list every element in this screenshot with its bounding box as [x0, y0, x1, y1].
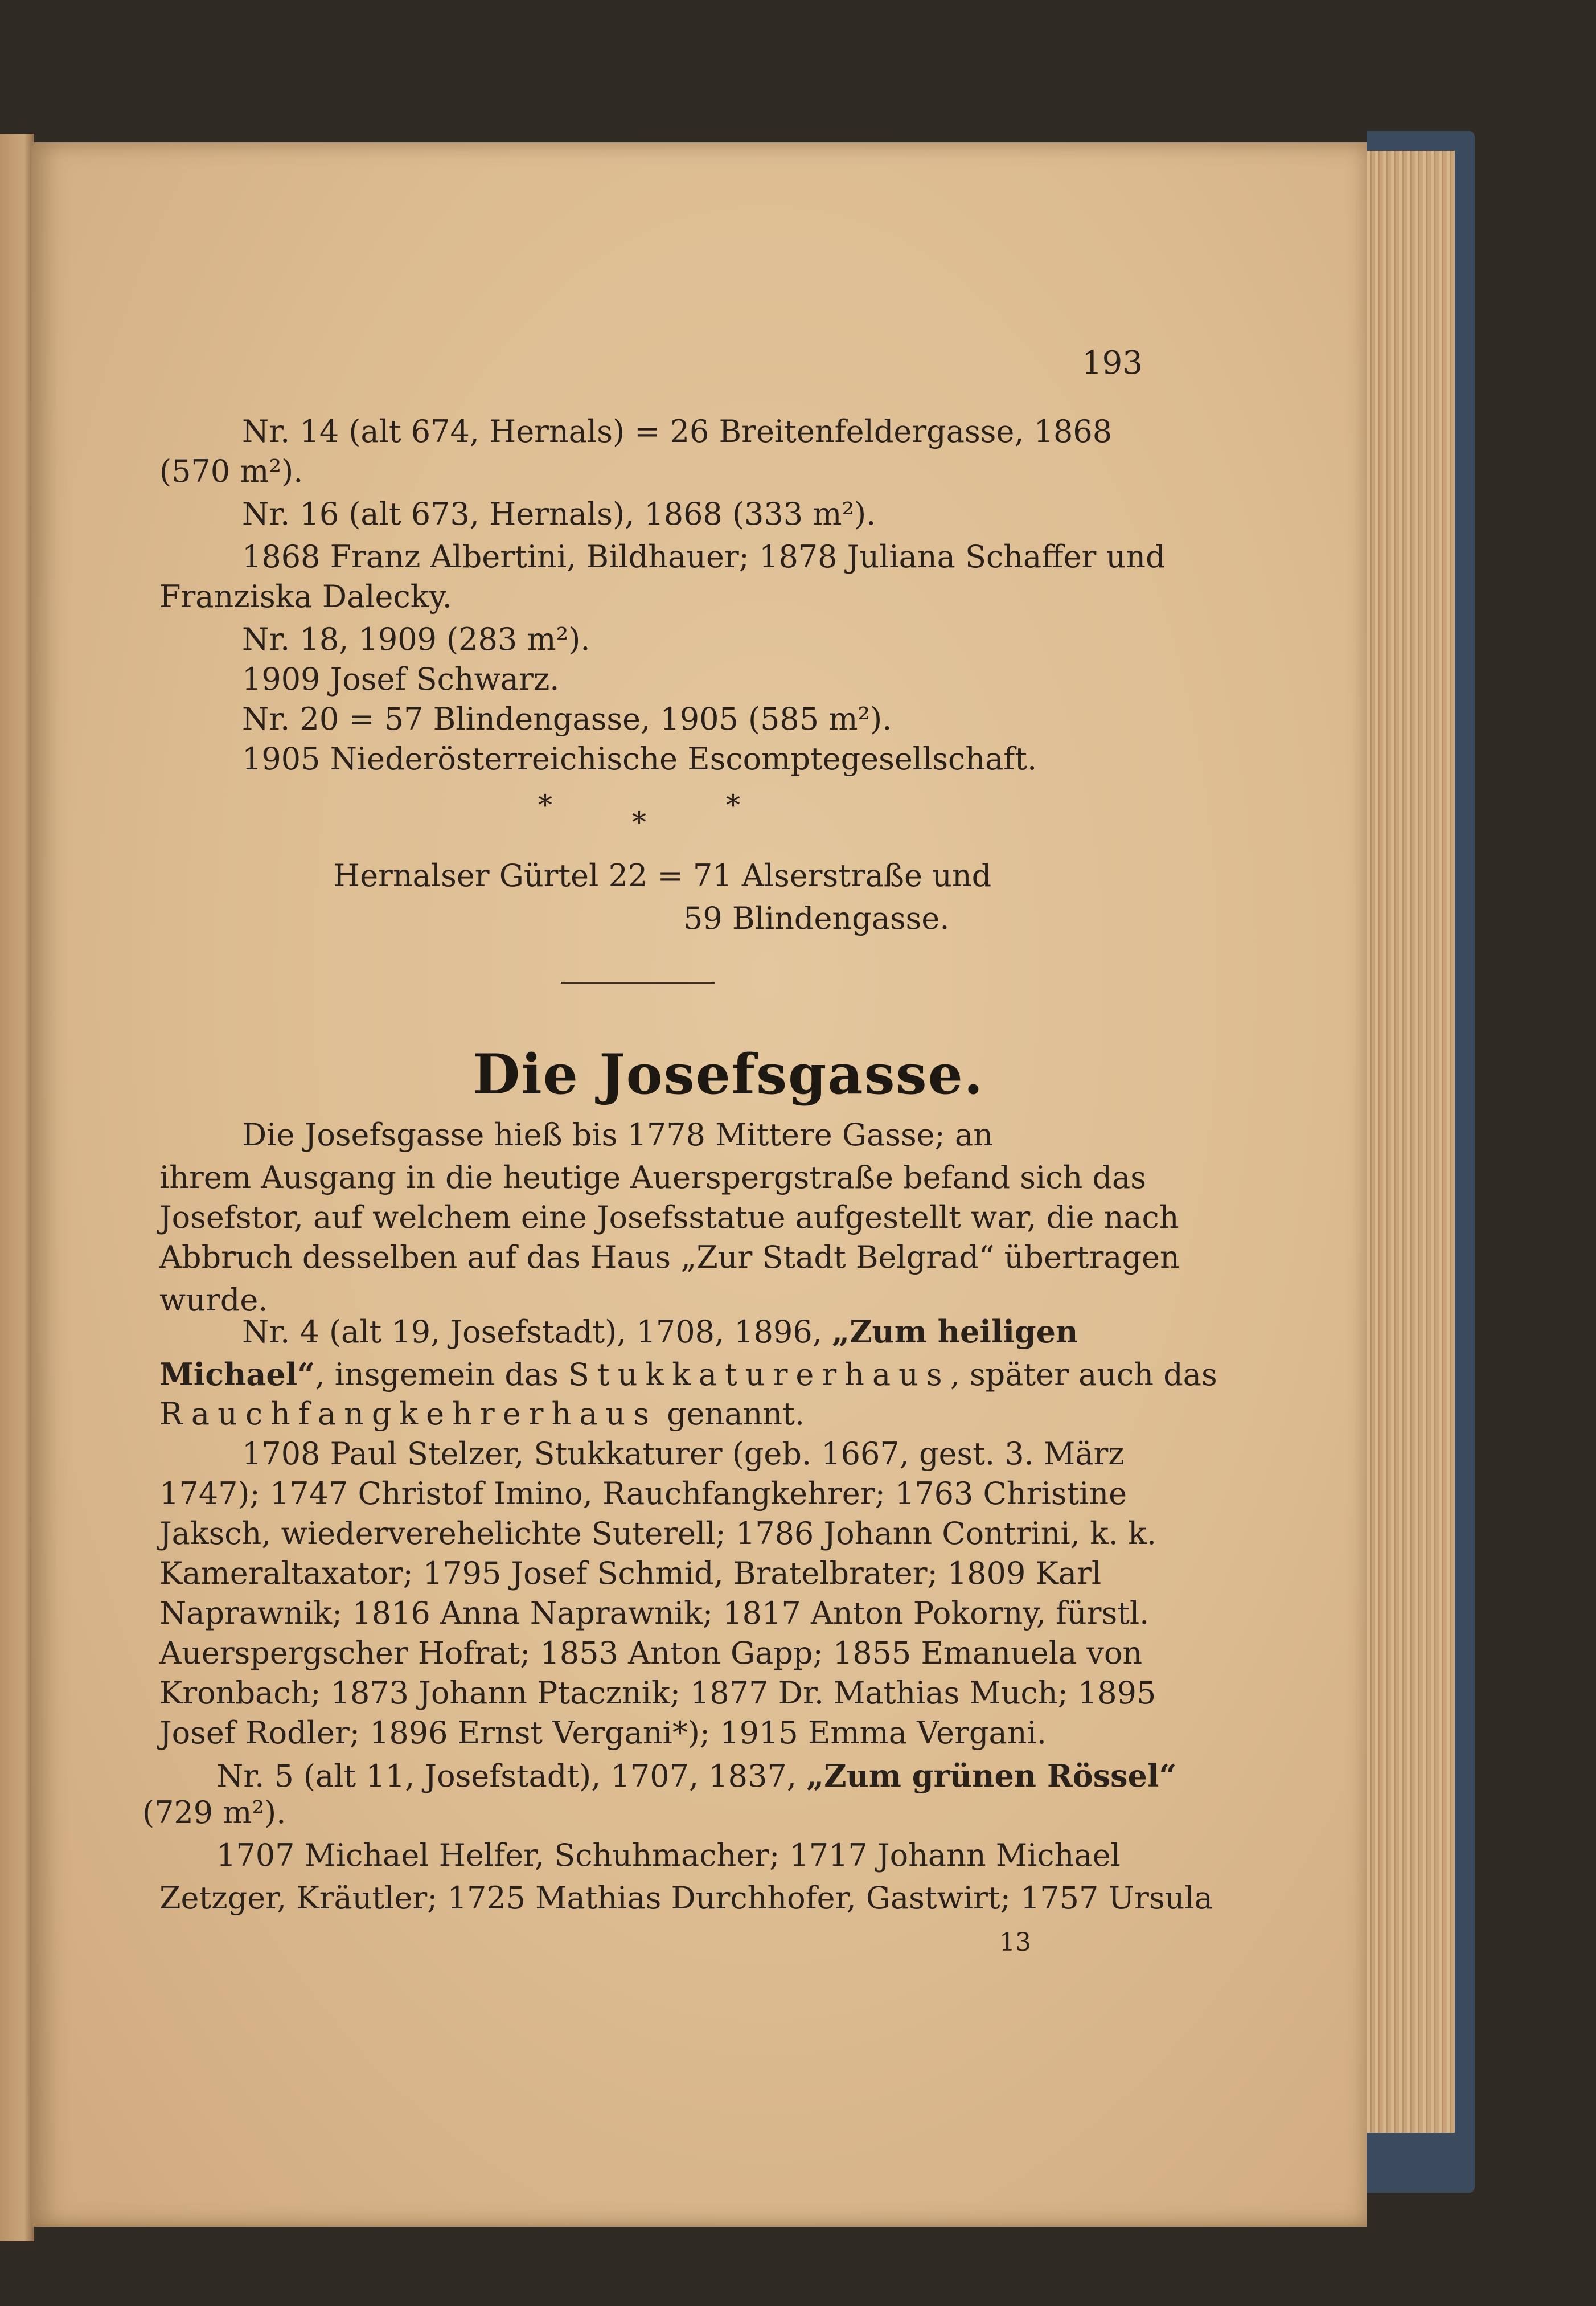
entry-line: Nr. 14 (alt 674, Hernals) = 26 Breitenfeldergasse, 1868 — [242, 413, 1113, 449]
owner-line: 1747); 1747 Christof Imino, Rauchfangkehrer; 1763 Christine — [159, 1476, 1127, 1512]
intro-line: Die Josefsgasse hieß bis 1778 Mittere Gasse; an — [242, 1117, 993, 1153]
entry-line: (570 m²). — [159, 453, 303, 489]
house-name: Michael“ — [159, 1356, 315, 1392]
house-heading-text: , insgemein das — [315, 1357, 568, 1392]
house-alias: Rauchfangkehrerhaus — [159, 1396, 657, 1432]
entry-line: 1905 Niederösterreichische Escomptegesellschaft. — [242, 741, 1037, 777]
separator-star: * — [726, 789, 740, 822]
intro-line: Abbruch desselben auf das Haus „Zur Stadt Belgrad“ übertragen — [159, 1239, 1180, 1275]
owner-line: Auerspergscher Hofrat; 1853 Anton Gapp; 1855 Emanuela von — [159, 1635, 1143, 1671]
intro-line: wurde. — [159, 1282, 268, 1318]
house-heading-text: genannt. — [657, 1396, 805, 1432]
owner-line: Naprawnik; 1816 Anna Naprawnik; 1817 Anton Pokorny, fürstl. — [159, 1595, 1150, 1631]
entry-line: Nr. 20 = 57 Blindengasse, 1905 (585 m²). — [242, 701, 892, 737]
entry-line: 1868 Franz Albertini, Bildhauer; 1878 Juliana Schaffer und — [242, 539, 1166, 575]
house-heading: (729 m²). — [142, 1795, 286, 1830]
owner-line: Kronbach; 1873 Johann Ptacznik; 1877 Dr. Mathias Much; 1895 — [159, 1675, 1156, 1711]
entry-line: Nr. 16 (alt 673, Hernals), 1868 (333 m²). — [242, 496, 876, 532]
left-page-edge — [0, 134, 34, 2241]
corner-address: 59 Blindengasse. — [683, 900, 950, 936]
house-alias: Stukkaturerhaus — [568, 1357, 950, 1392]
owner-line: Jaksch, wiederverehelichte Suterell; 1786 Johann Contrini, k. k. — [159, 1516, 1157, 1551]
owner-line: Josef Rodler; 1896 Ernst Vergani*); 1915 Emma Vergani. — [159, 1715, 1047, 1751]
house-heading — [216, 1754, 1176, 1798]
owner-line: Kameraltaxator; 1795 Josef Schmid, Bratelbrater; 1809 Karl — [159, 1555, 1102, 1591]
owner-line: 1707 Michael Helfer, Schuhmacher; 1717 Johann Michael — [216, 1837, 1121, 1873]
house-heading — [159, 1353, 1217, 1396]
section-divider — [561, 982, 715, 984]
corner-address: Hernalser Gürtel 22 = 71 Alserstraße und — [333, 858, 992, 894]
house-heading-text: , später auch das — [950, 1357, 1217, 1392]
entry-line: 1909 Josef Schwarz. — [242, 661, 560, 697]
separator-star: * — [632, 806, 646, 839]
intro-line: Josefstor, auf welchem eine Josefsstatue aufgestellt war, die nach — [159, 1199, 1179, 1235]
house-heading — [159, 1392, 805, 1436]
house-heading-text: Nr. 4 (alt 19, Josefstadt), 1708, 1896, — [242, 1314, 832, 1350]
page-number: 193 — [1082, 345, 1143, 382]
separator-star: * — [538, 789, 552, 822]
section-title: Die Josefsgasse. — [473, 1042, 984, 1107]
page-edges — [1364, 151, 1455, 2133]
intro-line: ihrem Ausgang in die heutige Auerspergstraße befand sich das — [159, 1160, 1146, 1195]
owner-line: Zetzger, Kräutler; 1725 Mathias Durchhofer, Gastwirt; 1757 Ursula — [159, 1880, 1213, 1916]
house-heading — [242, 1310, 1078, 1354]
signature-mark: 13 — [999, 1928, 1031, 1957]
owner-line: 1708 Paul Stelzer, Stukkaturer (geb. 1667, gest. 3. März — [242, 1436, 1125, 1472]
house-name: „Zum heiligen — [832, 1313, 1078, 1350]
entry-line: Franziska Dalecky. — [159, 579, 452, 615]
entry-line: Nr. 18, 1909 (283 m²). — [242, 621, 590, 657]
house-heading-text: Nr. 5 (alt 11, Josefstadt), 1707, 1837, — [216, 1758, 807, 1794]
house-name: „Zum grünen Rössel“ — [806, 1758, 1177, 1794]
